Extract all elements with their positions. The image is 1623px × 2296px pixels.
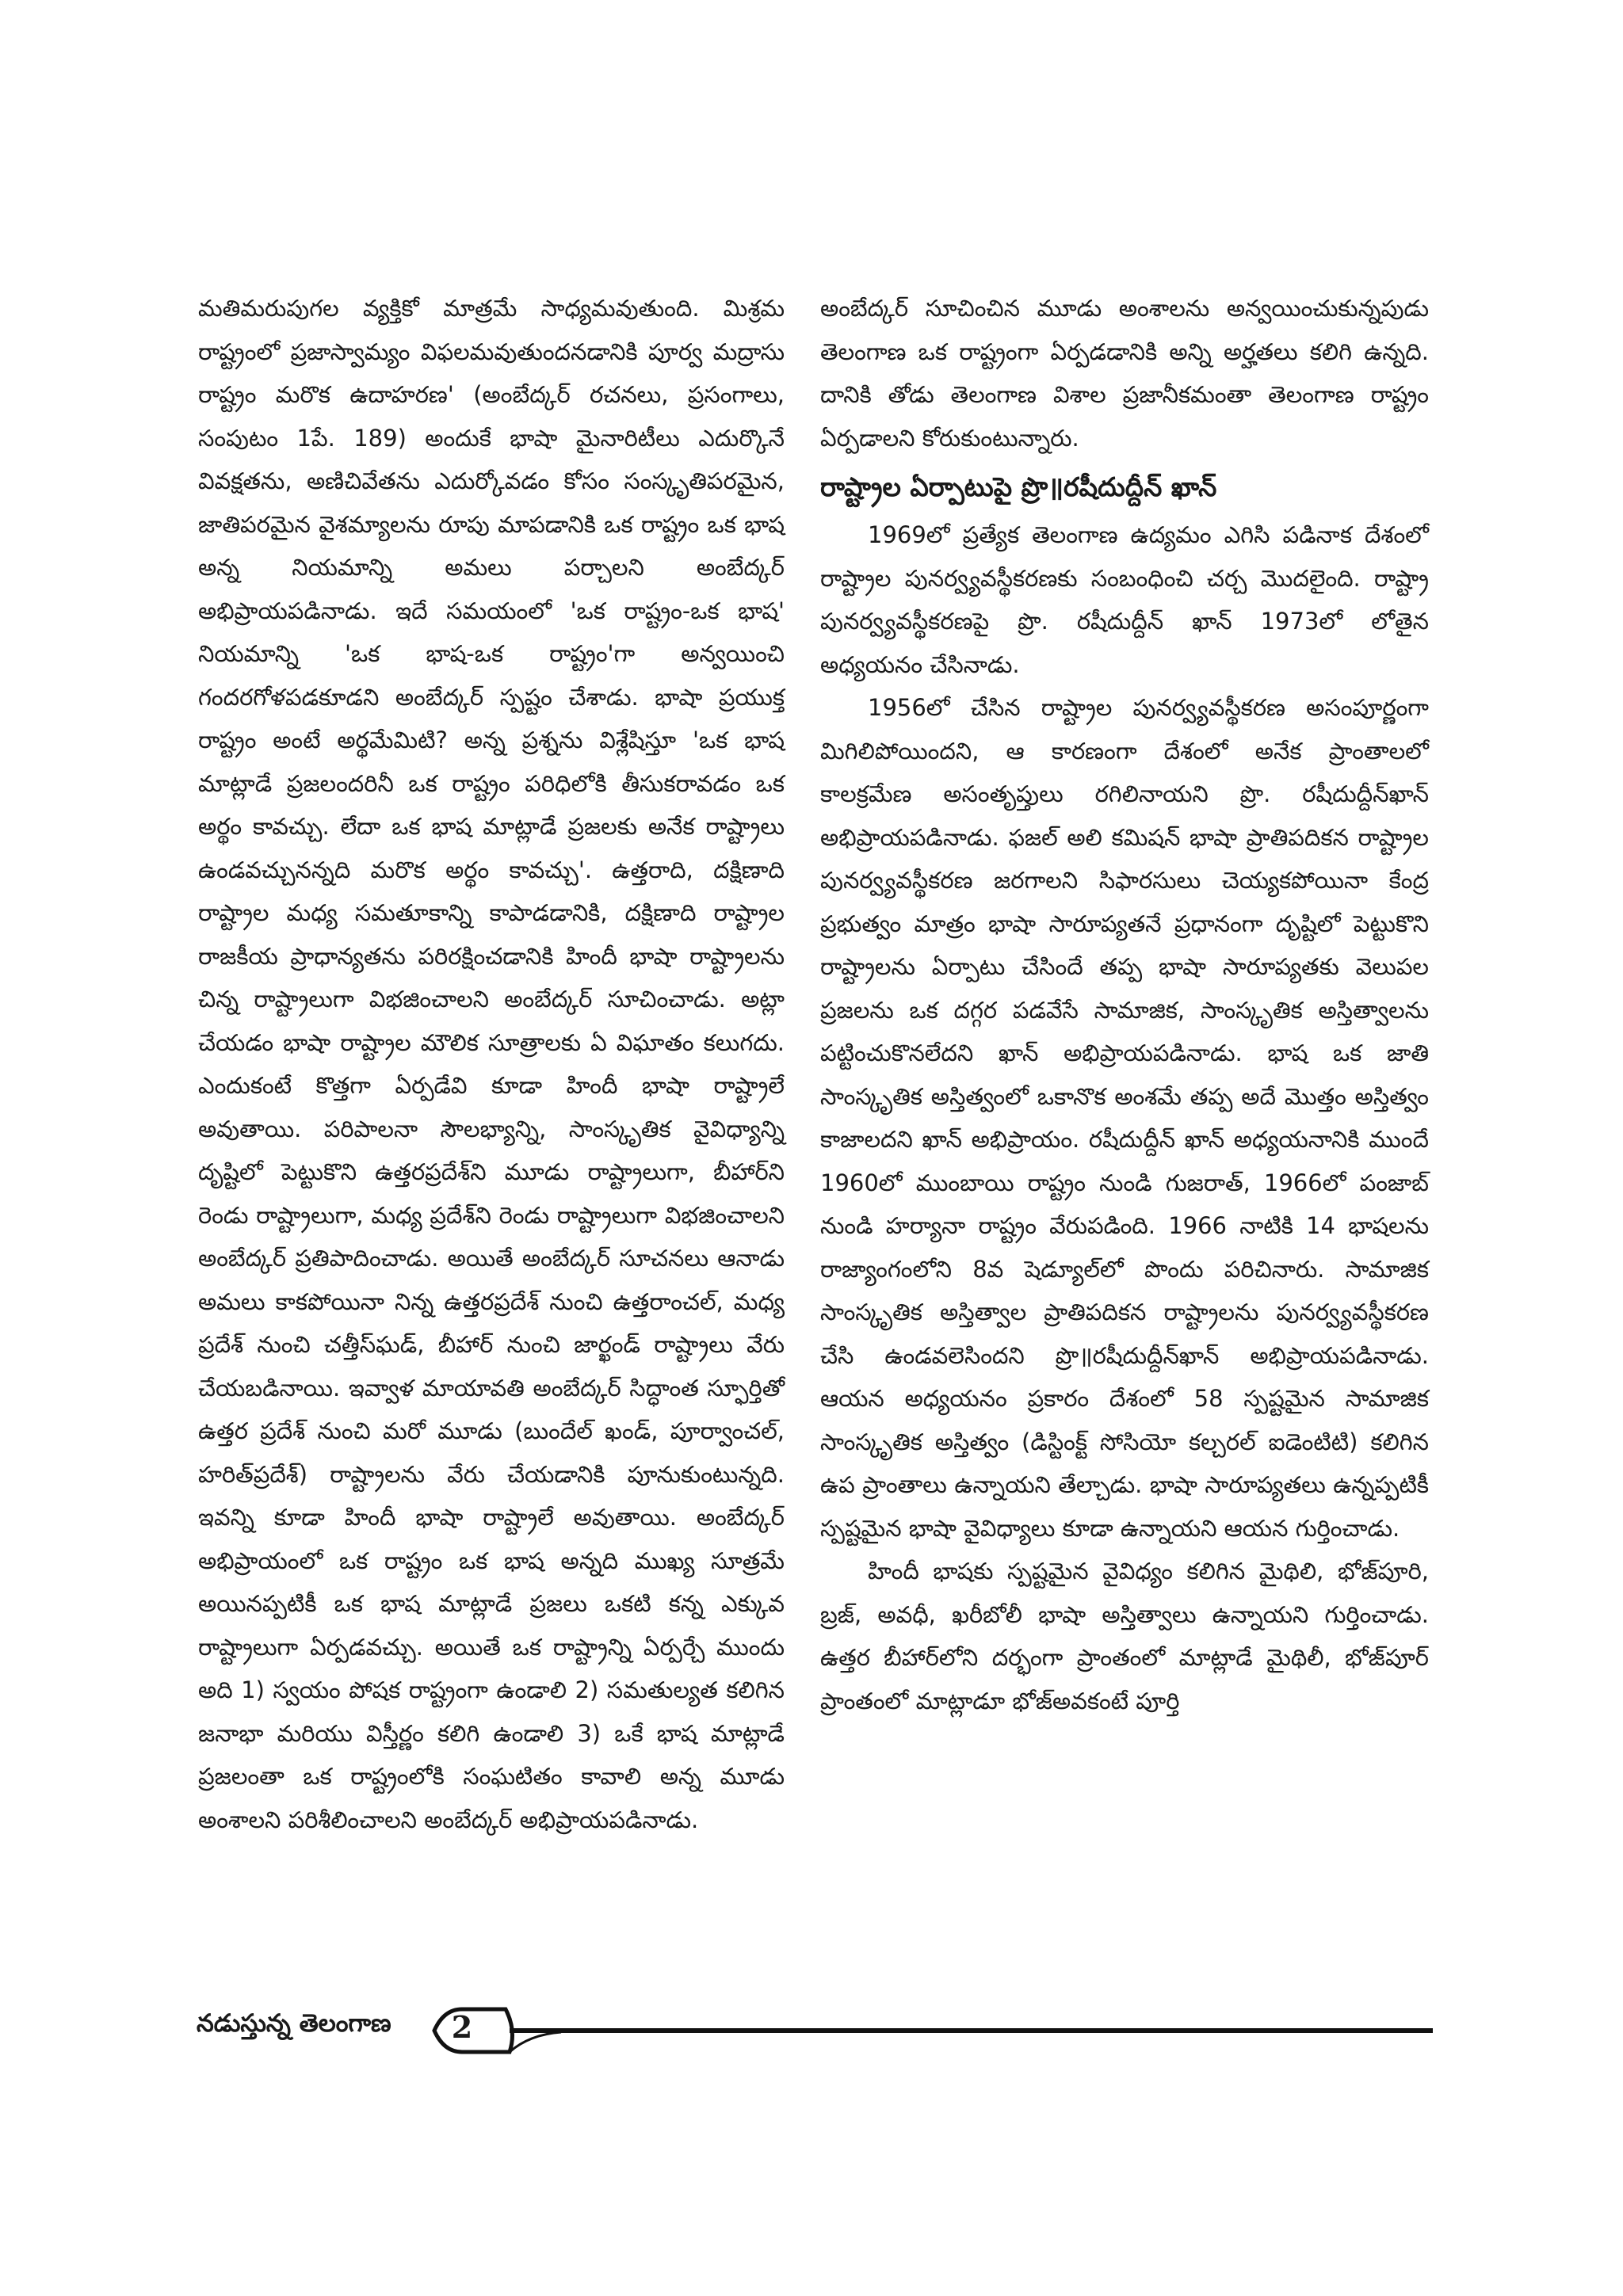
- page-footer: [197, 2003, 1433, 2058]
- right-column: [820, 287, 1429, 1722]
- left-column: [198, 287, 785, 1841]
- left-paragraph-1: మతిమరుపుగల వ్యక్తికో మాత్రమే సాధ్యమవుతుంది. మిశ్రమ రాష్ట్రంలో ప్రజాస్వామ్యం విఫలమవుతుందనడానికి పూర్వ మద్రాసు రాష్ట్రం మరొక ఉదాహరణ' (అంబేద్కర్ రచనలు, ప్రసంగాలు, సంపుటం 1పే. 189) అందుకే భాషా మైనారిటీలు ఎదుర్కొనే వివక్షతను, అణిచివేతను ఎదుర్కోవడం కోసం సంస్కృతిపరమైన, జాతిపరమైన వైశమ్యాలను రూపు మాపడానికి ఒక రాష్ట్రం ఒక భాష అన్న నియమాన్ని అమలు పర్చాలని అంబేద్కర్ అభిప్రాయపడినాడు. ఇదే సమయంలో 'ఒక రాష్ట్రం-ఒక భాష' నియమాన్ని 'ఒక భాష-ఒక రాష్ట్రం'గా అన్వయించి గందరగోళపడకూడని అంబేద్కర్ స్పష్టం చేశాడు. భాషా ప్రయుక్త రాష్ట్రం అంటే అర్థమేమిటి? అన్న ప్రశ్నను విశ్లేషిస్తూ 'ఒక భాష మాట్లాడే ప్రజలందరినీ ఒక రాష్ట్రం పరిధిలోకి తీసుకరావడం ఒక అర్థం కావచ్చు. లేదా ఒక భాష మాట్లాడే ప్రజలకు అనేక రాష్ట్రాలు ఉండవచ్చునన్నది మరొక అర్థం కావచ్చు'. ఉత్తరాది, దక్షిణాది రాష్ట్రాల మధ్య సమతూకాన్ని కాపాడడానికి, దక్షిణాది రాష్ట్రాల రాజకీయ ప్రాధాన్యతను పరిరక్షించడానికి హిందీ భాషా రాష్ట్రాలను చిన్న రాష్ట్రాలుగా విభజించాలని అంబేద్కర్ సూచించాడు. అట్లా చేయడం భాషా రాష్ట్రాల మౌలిక సూత్రాలకు ఏ విఘాతం కలుగదు. ఎందుకంటే కొత్తగా ఏర్పడేవి కూడా హిందీ భాషా రాష్ట్రాలే అవుతాయి. పరిపాలనా సౌలభ్యాన్ని, సాంస్కృతిక వైవిధ్యాన్ని దృష్టిలో పెట్టుకొని ఉత్తరప్రదేశ్‌ని మూడు రాష్ట్రాలుగా, బీహార్‌ని రెండు రాష్ట్రాలుగా, మధ్య ప్రదేశ్‌ని రెండు రాష్ట్రాలుగా విభజించాలని అంబేద్కర్ ప్రతిపాదించాడు. అయితే అంబేద్కర్ సూచనలు ఆనాడు అమలు కాకపోయినా నిన్న ఉత్తరప్రదేశ్ నుంచి ఉత్తరాంచల్, మధ్య ప్రదేశ్ నుంచి చత్తీస్‌ఘడ్, బీహార్ నుంచి జార్ఖండ్ రాష్ట్రాలు వేరు చేయబడినాయి. ఇవ్వాళ మాయావతి అంబేద్కర్ సిద్ధాంత స్ఫూర్తితో ఉత్తర ప్రదేశ్ నుంచి మరో మూడు (బుందేల్ ఖండ్, పూర్వాంచల్, హరిత్‌ప్రదేశ్) రాష్ట్రాలను వేరు చేయడానికి పూనుకుంటున్నది. ఇవన్ని కూడా హిందీ భాషా రాష్ట్రాలే అవుతాయి. అంబేద్కర్ అభిప్రాయంలో ఒక రాష్ట్రం ఒక భాష అన్నది ముఖ్య సూత్రమే అయినప్పటికీ ఒక భాష మాట్లాడే ప్రజలు ఒకటి కన్న ఎక్కువ రాష్ట్రాలుగా ఏర్పడవచ్చు. అయితే ఒక రాష్ట్రాన్ని ఏర్పర్చే ముందు అది 1) స్వయం పోషక రాష్ట్రంగా ఉండాలి 2) సమతుల్యత కలిగిన జనాభా మరియు విస్తీర్ణం కలిగి ఉండాలి 3) ఒకే భాష మాట్లాడే ప్రజలంతా ఒక రాష్ట్రంలోకి సంఘటితం కావాలి అన్న మూడు అంశాలని పరిశీలించాలని అంబేద్కర్ అభిప్రాయపడినాడు.: [198, 295, 785, 1833]
- right-intro-paragraph: అంబేద్కర్ సూచించిన మూడు అంశాలను అన్వయించుకున్నపుడు తెలంగాణ ఒక రాష్ట్రంగా ఏర్పడడానికి అన్ని అర్హతలు కలిగి ఉన్నది. దానికి తోడు తెలంగాణ విశాల ప్రజానీకమంతా తెలంగాణ రాష్ట్రం ఏర్పడాలని కోరుకుంటున్నారు.: [820, 295, 1429, 452]
- right-paragraph-3: హిందీ భాషకు స్పష్టమైన వైవిధ్యం కలిగిన మైథిలి, భోజ్‌పూరి, బ్రజ్, అవధీ, ఖరీబోలీ భాషా అస్తిత్వాలు ఉన్నాయని గుర్తించాడు. ఉత్తర బీహార్‌లోని దర్భంగా ప్రాంతంలో మాట్లాడే మైథిలీ, భోజ్‌పూర్ ప్రాంతంలో మాట్లాడూ భోజ్‌అవకంటే పూర్తి: [820, 1558, 1429, 1714]
- publication-title: నడుస్తున్న తెలంగాణ: [197, 2009, 391, 2038]
- page-number: 2: [451, 2009, 473, 2045]
- right-paragraph-1: 1969లో ప్రత్యేక తెలంగాణ ఉద్యమం ఎగిసి పడినాక దేశంలో రాష్ట్రాల పునర్వ్యవస్థీకరణకు సంబంధించి చర్చ మొదలైంది. రాష్ట్రా పునర్వ్యవస్థీకరణపై ప్రొ. రషీదుద్దీన్ ఖాన్ 1973లో లోతైన అధ్యయనం చేసినాడు.: [820, 521, 1429, 678]
- section-heading: రాష్ట్రాల ఏర్పాటుపై ప్రొ॥రషీదుద్దీన్ ఖాన్: [820, 471, 1217, 502]
- right-paragraph-2: 1956లో చేసిన రాష్ట్రాల పునర్వ్యవస్థీకరణ అసంపూర్ణంగా మిగిలిపోయిందని, ఆ కారణంగా దేశంలో అనేక ప్రాంతాలలో కాలక్రమేణ అసంతృప్తులు రగిలినాయని ప్రొ. రషీదుద్దీన్‌ఖాన్ అభిప్రాయపడినాడు. ఫజల్ అలి కమిషన్ భాషా ప్రాతిపదికన రాష్ట్రాల పునర్వ్యవస్థీకరణ జరగాలని సిఫారసులు చెయ్యకపోయినా కేంద్ర ప్రభుత్వం మాత్రం భాషా సారూప్యతనే ప్రధానంగా దృష్టిలో పెట్టుకొని రాష్ట్రాలను ఏర్పాటు చేసిందే తప్ప భాషా సారూప్యతకు వెలుపల ప్రజలను ఒక దగ్గర పడవేసే సామాజిక, సాంస్కృతిక అస్తిత్వాలను పట్టించుకొనలేదని ఖాన్ అభిప్రాయపడినాడు. భాష ఒక జాతి సాంస్కృతిక అస్తిత్వంలో ఒకానొక అంశమే తప్ప అదే మొత్తం అస్తిత్వం కాజాలదని ఖాన్ అభిప్రాయం. రషీదుద్దీన్ ఖాన్ అధ్యయనానికి ముందే 1960లో ముంబాయి రాష్ట్రం నుండి గుజరాత్, 1966లో పంజాబ్ నుండి హర్యానా రాష్ట్రం వేరుపడింది. 1966 నాటికి 14 భాషలను రాజ్యాంగంలోని 8వ షెడ్యూల్‌లో పొందు పరిచినారు. సామాజిక సాంస్కృతిక అస్తిత్వాల ప్రాతిపదికన రాష్ట్రాలను పునర్వ్యవస్థీకరణ చేసి ఉండవలెసిందని ప్రొ॥రషీదుద్దీన్‌ఖాన్ అభిప్రాయపడినాడు. ఆయన అధ్యయనం ప్రకారం దేశంలో 58 స్పష్టమైన సామాజిక సాంస్కృతిక అస్తిత్వం (డిస్టింక్ట్ సోసియో కల్చరల్ ఐడెంటిటి) కలిగిన ఉప ప్రాంతాలు ఉన్నాయని తేల్చాడు. భాషా సారూప్యతలు ఉన్నప్పటికీ స్పష్టమైన భాషా వైవిధ్యాలు కూడా ఉన్నాయని ఆయన గుర్తించాడు.: [820, 694, 1429, 1542]
